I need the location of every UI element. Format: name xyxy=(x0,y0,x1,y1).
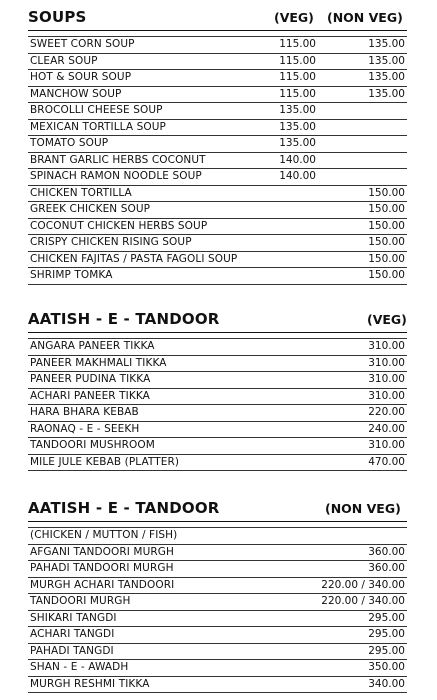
tandoor-nonveg-header xyxy=(28,497,407,522)
veg-price: 140.00 xyxy=(279,170,316,182)
menu-item-name: CHICKEN FAJITAS / PASTA FAGOLI SOUP xyxy=(30,252,238,265)
item-price: 340.00 xyxy=(368,677,405,690)
menu-item-name: TANDOORI MURGH xyxy=(30,595,131,607)
menu-item-row xyxy=(28,455,407,472)
nonveg-price: 135.00 xyxy=(368,38,405,50)
item-price: 310.00 xyxy=(368,373,405,385)
menu-item-name: PANEER MAKHMALI TIKKA xyxy=(30,356,167,369)
item-price: 295.00 xyxy=(368,611,405,624)
menu-item-name: ACHARI PANEER TIKKA xyxy=(30,389,150,402)
menu-item-name: (CHICKEN / MUTTON / FISH) xyxy=(30,529,178,541)
menu-item-name: SPINACH RAMON NOODLE SOUP xyxy=(30,170,202,182)
menu-item-row xyxy=(28,70,407,87)
menu-item-name: GREEK CHICKEN SOUP xyxy=(30,203,151,215)
veg-price: 115.00 xyxy=(279,87,316,100)
menu-item-row xyxy=(28,252,407,269)
veg-price: 115.00 xyxy=(279,71,316,83)
menu-item-name: SWEET CORN SOUP xyxy=(30,38,135,50)
nonveg-price: 150.00 xyxy=(368,203,405,215)
tandoor-veg-header xyxy=(28,308,407,333)
nonveg-price: 150.00 xyxy=(368,236,405,248)
soups-header xyxy=(28,6,407,31)
menu-item-row xyxy=(28,169,407,186)
menu-item-row xyxy=(28,372,407,389)
item-price: 220.00 / 340.00 xyxy=(321,578,405,591)
soups-title: SOUPS xyxy=(28,8,87,26)
item-price: 295.00 xyxy=(368,628,405,640)
menu-item-row xyxy=(28,528,407,545)
menu-item-row xyxy=(28,87,407,104)
menu-item-name: ANGARA PANEER TIKKA xyxy=(30,340,155,352)
item-price: 310.00 xyxy=(368,340,405,352)
menu-item-row xyxy=(28,120,407,137)
menu-item-name: MILE JULE KEBAB (PLATTER) xyxy=(30,455,180,468)
menu-item-row xyxy=(28,660,407,677)
menu-item-row xyxy=(28,186,407,203)
menu-item-row xyxy=(28,594,407,611)
menu-item-row xyxy=(28,37,407,54)
menu-item-row xyxy=(28,561,407,578)
nonveg-price: 150.00 xyxy=(368,219,405,232)
menu-item-name: SHRIMP TOMKA xyxy=(30,269,113,281)
soups-section xyxy=(0,6,437,285)
item-price: 240.00 xyxy=(368,422,405,435)
menu-item-row xyxy=(28,611,407,628)
menu-item-row xyxy=(28,438,407,455)
menu-item-name: AFGANI TANDOORI MURGH xyxy=(30,545,174,558)
menu-item-name: BRANT GARLIC HERBS COCONUT xyxy=(30,153,206,166)
veg-price: 135.00 xyxy=(279,104,316,116)
veg-price: 140.00 xyxy=(279,153,316,166)
menu-item-row xyxy=(28,54,407,71)
menu-item-row xyxy=(28,356,407,373)
item-price: 360.00 xyxy=(368,545,405,558)
nonveg-price: 150.00 xyxy=(368,186,405,199)
tandoor-nonveg-title: AATISH - E - TANDOOR xyxy=(28,499,220,517)
menu-item-row xyxy=(28,422,407,439)
menu-item-name: BROCOLLI CHEESE SOUP xyxy=(30,104,163,116)
menu-item-name: PAHADI TANGDI xyxy=(30,644,114,657)
menu-item-name: CRISPY CHICKEN RISING SOUP xyxy=(30,236,192,248)
tandoor-veg-title: AATISH - E - TANDOOR xyxy=(28,310,220,328)
menu-item-row xyxy=(28,268,407,285)
soups-veg-column-header: (VEG) xyxy=(274,10,314,25)
menu-item-row xyxy=(28,235,407,252)
menu-item-name: COCONUT CHICKEN HERBS SOUP xyxy=(30,219,208,232)
soups-list xyxy=(28,36,407,285)
menu-item-name: MURGH RESHMI TIKKA xyxy=(30,677,150,690)
menu-item-name: PAHADI TANDOORI MURGH xyxy=(30,562,174,574)
menu-item-row xyxy=(28,219,407,236)
menu-item-row xyxy=(28,578,407,595)
menu-item-name: SHAN - E - AWADH xyxy=(30,661,129,673)
menu-item-row xyxy=(28,339,407,356)
menu-item-name: TANDOORI MUSHROOM xyxy=(30,439,155,451)
menu-item-name: MEXICAN TORTILLA SOUP xyxy=(30,120,166,133)
nonveg-price: 135.00 xyxy=(368,54,405,67)
menu-item-name: CHICKEN TORTILLA xyxy=(30,186,132,199)
item-price: 310.00 xyxy=(368,389,405,402)
item-price: 295.00 xyxy=(368,644,405,657)
menu-item-row xyxy=(28,103,407,120)
nonveg-price: 150.00 xyxy=(368,269,405,281)
tandoor-nonveg-list xyxy=(28,527,407,693)
menu-item-row xyxy=(28,136,407,153)
tandoor-nonveg-column-header: (NON VEG) xyxy=(325,501,401,516)
tandoor-veg-section xyxy=(0,308,437,471)
item-price: 350.00 xyxy=(368,661,405,673)
menu-item-name: HOT & SOUR SOUP xyxy=(30,71,132,83)
item-price: 220.00 xyxy=(368,406,405,418)
nonveg-price: 150.00 xyxy=(368,252,405,265)
menu-item-row xyxy=(28,405,407,422)
menu-item-name: ACHARI TANGDI xyxy=(30,628,115,640)
menu-item-row xyxy=(28,677,407,694)
tandoor-nonveg-section xyxy=(0,497,437,693)
menu-item-name: MANCHOW SOUP xyxy=(30,87,122,100)
menu-item-row xyxy=(28,389,407,406)
veg-price: 115.00 xyxy=(279,38,316,50)
veg-price: 115.00 xyxy=(279,54,316,67)
veg-price: 135.00 xyxy=(279,120,316,133)
menu-item-row xyxy=(28,545,407,562)
menu-item-name: SHIKARI TANGDI xyxy=(30,611,117,624)
menu-item-name: PANEER PUDINA TIKKA xyxy=(30,373,151,385)
menu-item-name: TOMATO SOUP xyxy=(30,137,109,149)
veg-price: 135.00 xyxy=(279,137,316,149)
menu-item-name: HARA BHARA KEBAB xyxy=(30,406,139,418)
item-price: 220.00 / 340.00 xyxy=(321,595,405,607)
menu-item-name: CLEAR SOUP xyxy=(30,54,98,67)
menu-item-row xyxy=(28,202,407,219)
menu-item-row xyxy=(28,644,407,661)
menu-item-name: MURGH ACHARI TANDOORI xyxy=(30,578,175,591)
item-price: 470.00 xyxy=(368,455,405,468)
item-price: 310.00 xyxy=(368,356,405,369)
nonveg-price: 135.00 xyxy=(368,71,405,83)
nonveg-price: 135.00 xyxy=(368,87,405,100)
tandoor-veg-list xyxy=(28,338,407,471)
menu-item-row xyxy=(28,627,407,644)
menu-item-row xyxy=(28,153,407,170)
menu-item-name: RAONAQ - E - SEEKH xyxy=(30,422,140,435)
item-price: 310.00 xyxy=(368,439,405,451)
soups-nonveg-column-header: (NON VEG) xyxy=(327,10,403,25)
tandoor-veg-column-header: (VEG) xyxy=(367,312,407,327)
item-price: 360.00 xyxy=(368,562,405,574)
